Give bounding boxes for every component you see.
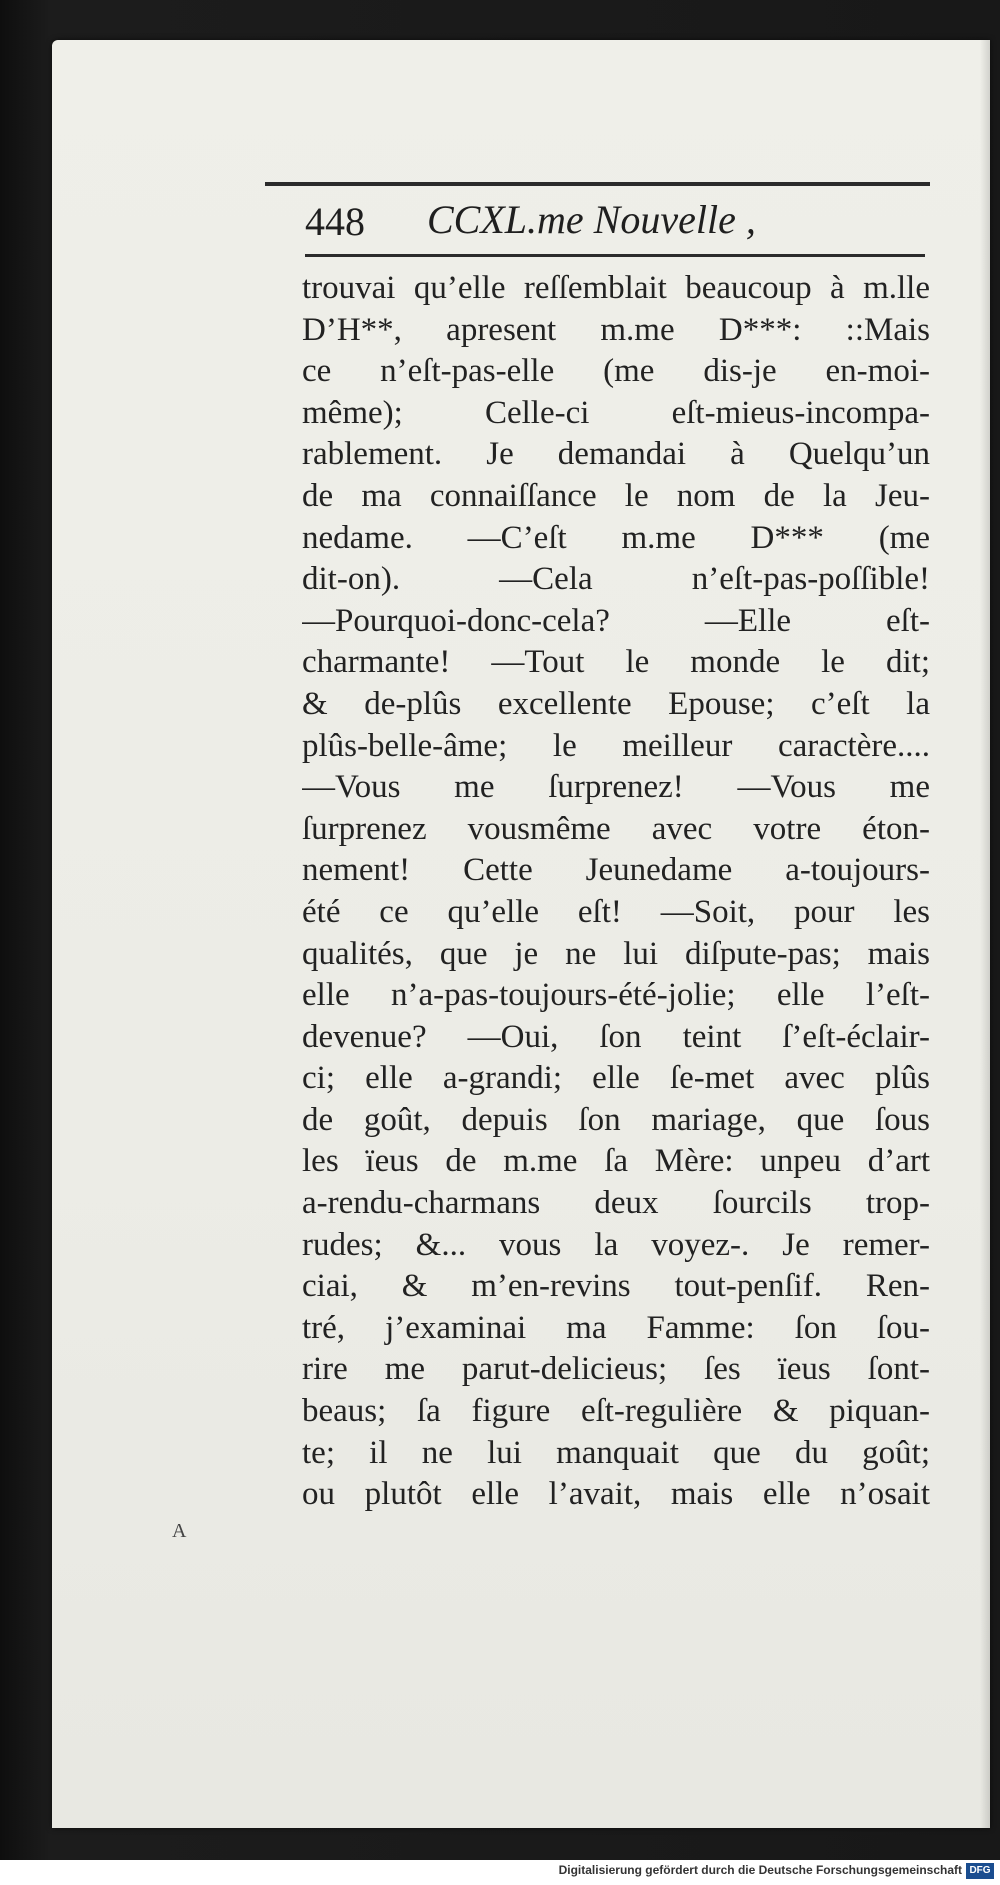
text-line: tré, j’examinai ma Famme: ſon ſou-: [302, 1309, 930, 1346]
text-line: même); Celle-ci eſt-mieus-incompa-: [302, 394, 930, 431]
text-line: rablement. Je demandai à Quelqu’un: [302, 436, 930, 473]
text-line: devenue? —Oui, ſon teint ſ’eſt-éclair-: [302, 1018, 930, 1055]
text-line: de ma connaiſſance le nom de la Jeu-: [302, 477, 930, 514]
text-line: ciai, & m’en-revins tout-penſif. Ren-: [302, 1268, 930, 1305]
text-line: charmante! —Tout le monde le dit;: [302, 644, 930, 681]
text-line: elle n’a-pas-toujours-été-jolie; elle l’eſt-: [302, 977, 930, 1014]
text-line: beaus; ſa figure eſt-regulière & piquan-: [302, 1393, 930, 1430]
digitization-credit: Digitalisierung gefördert durch die Deutsche Forschungsgemeinschaft: [558, 1863, 962, 1877]
header-rule-bottom: [305, 254, 925, 257]
text-line: ou plutôt elle l’avait, mais elle n’osait: [302, 1476, 930, 1513]
text-line: nedame. —C’eſt m.me D*** (me: [302, 519, 930, 556]
text-line: D’H**, apresent m.me D***: ::Mais: [302, 311, 930, 348]
text-line: de goût, depuis ſon mariage, que ſous: [302, 1101, 930, 1138]
text-line: rire me parut-delicieus; ſes ïeus ſont-: [302, 1351, 930, 1388]
body-text: [302, 268, 930, 1516]
text-line: trouvai qu’elle reſſemblait beaucoup à m.lle: [302, 270, 930, 306]
footer-bar: [0, 1860, 1000, 1885]
text-line: ſurprenez vousmême avec votre éton-: [302, 810, 930, 847]
text-line: les ïeus de m.me ſa Mère: unpeu d’art: [302, 1143, 930, 1180]
page-edge-shadow: [980, 40, 990, 1828]
dfg-logo: DFG: [966, 1863, 994, 1879]
text-line: qualités, que je ne lui diſpute-pas; mais: [302, 935, 930, 972]
text-line: —Vous me ſurprenez! —Vous me: [302, 769, 930, 806]
running-header: [305, 196, 945, 248]
text-line: & de-plûs excellente Epouse; c’eſt la: [302, 685, 930, 722]
text-line: a-rendu-charmans deux ſourcils trop-: [302, 1185, 930, 1222]
text-line: plûs-belle-âme; le meilleur caractère....: [302, 727, 930, 764]
text-line: dit-on). —Cela n’eſt-pas-poſſible!: [302, 561, 930, 598]
header-rule-top: [265, 182, 930, 186]
running-title: CCXL.me Nouvelle ,: [427, 197, 756, 242]
signature-mark: A: [172, 1520, 187, 1542]
text-line: été ce qu’elle eſt! —Soit, pour les: [302, 893, 930, 930]
text-line: nement! Cette Jeunedame a-toujours-: [302, 852, 930, 889]
text-line: ce n’eſt-pas-elle (me dis-je en-moi-: [302, 353, 930, 390]
page-number: 448: [305, 199, 365, 244]
text-line: rudes; &... vous la voyez-. Je remer-: [302, 1226, 930, 1263]
text-line: te; il ne lui manquait que du goût;: [302, 1434, 930, 1471]
text-line: ci; elle a-grandi; elle ſe-met avec plûs: [302, 1060, 930, 1097]
text-line: —Pourquoi-donc-cela? —Elle eſt-: [302, 602, 930, 639]
